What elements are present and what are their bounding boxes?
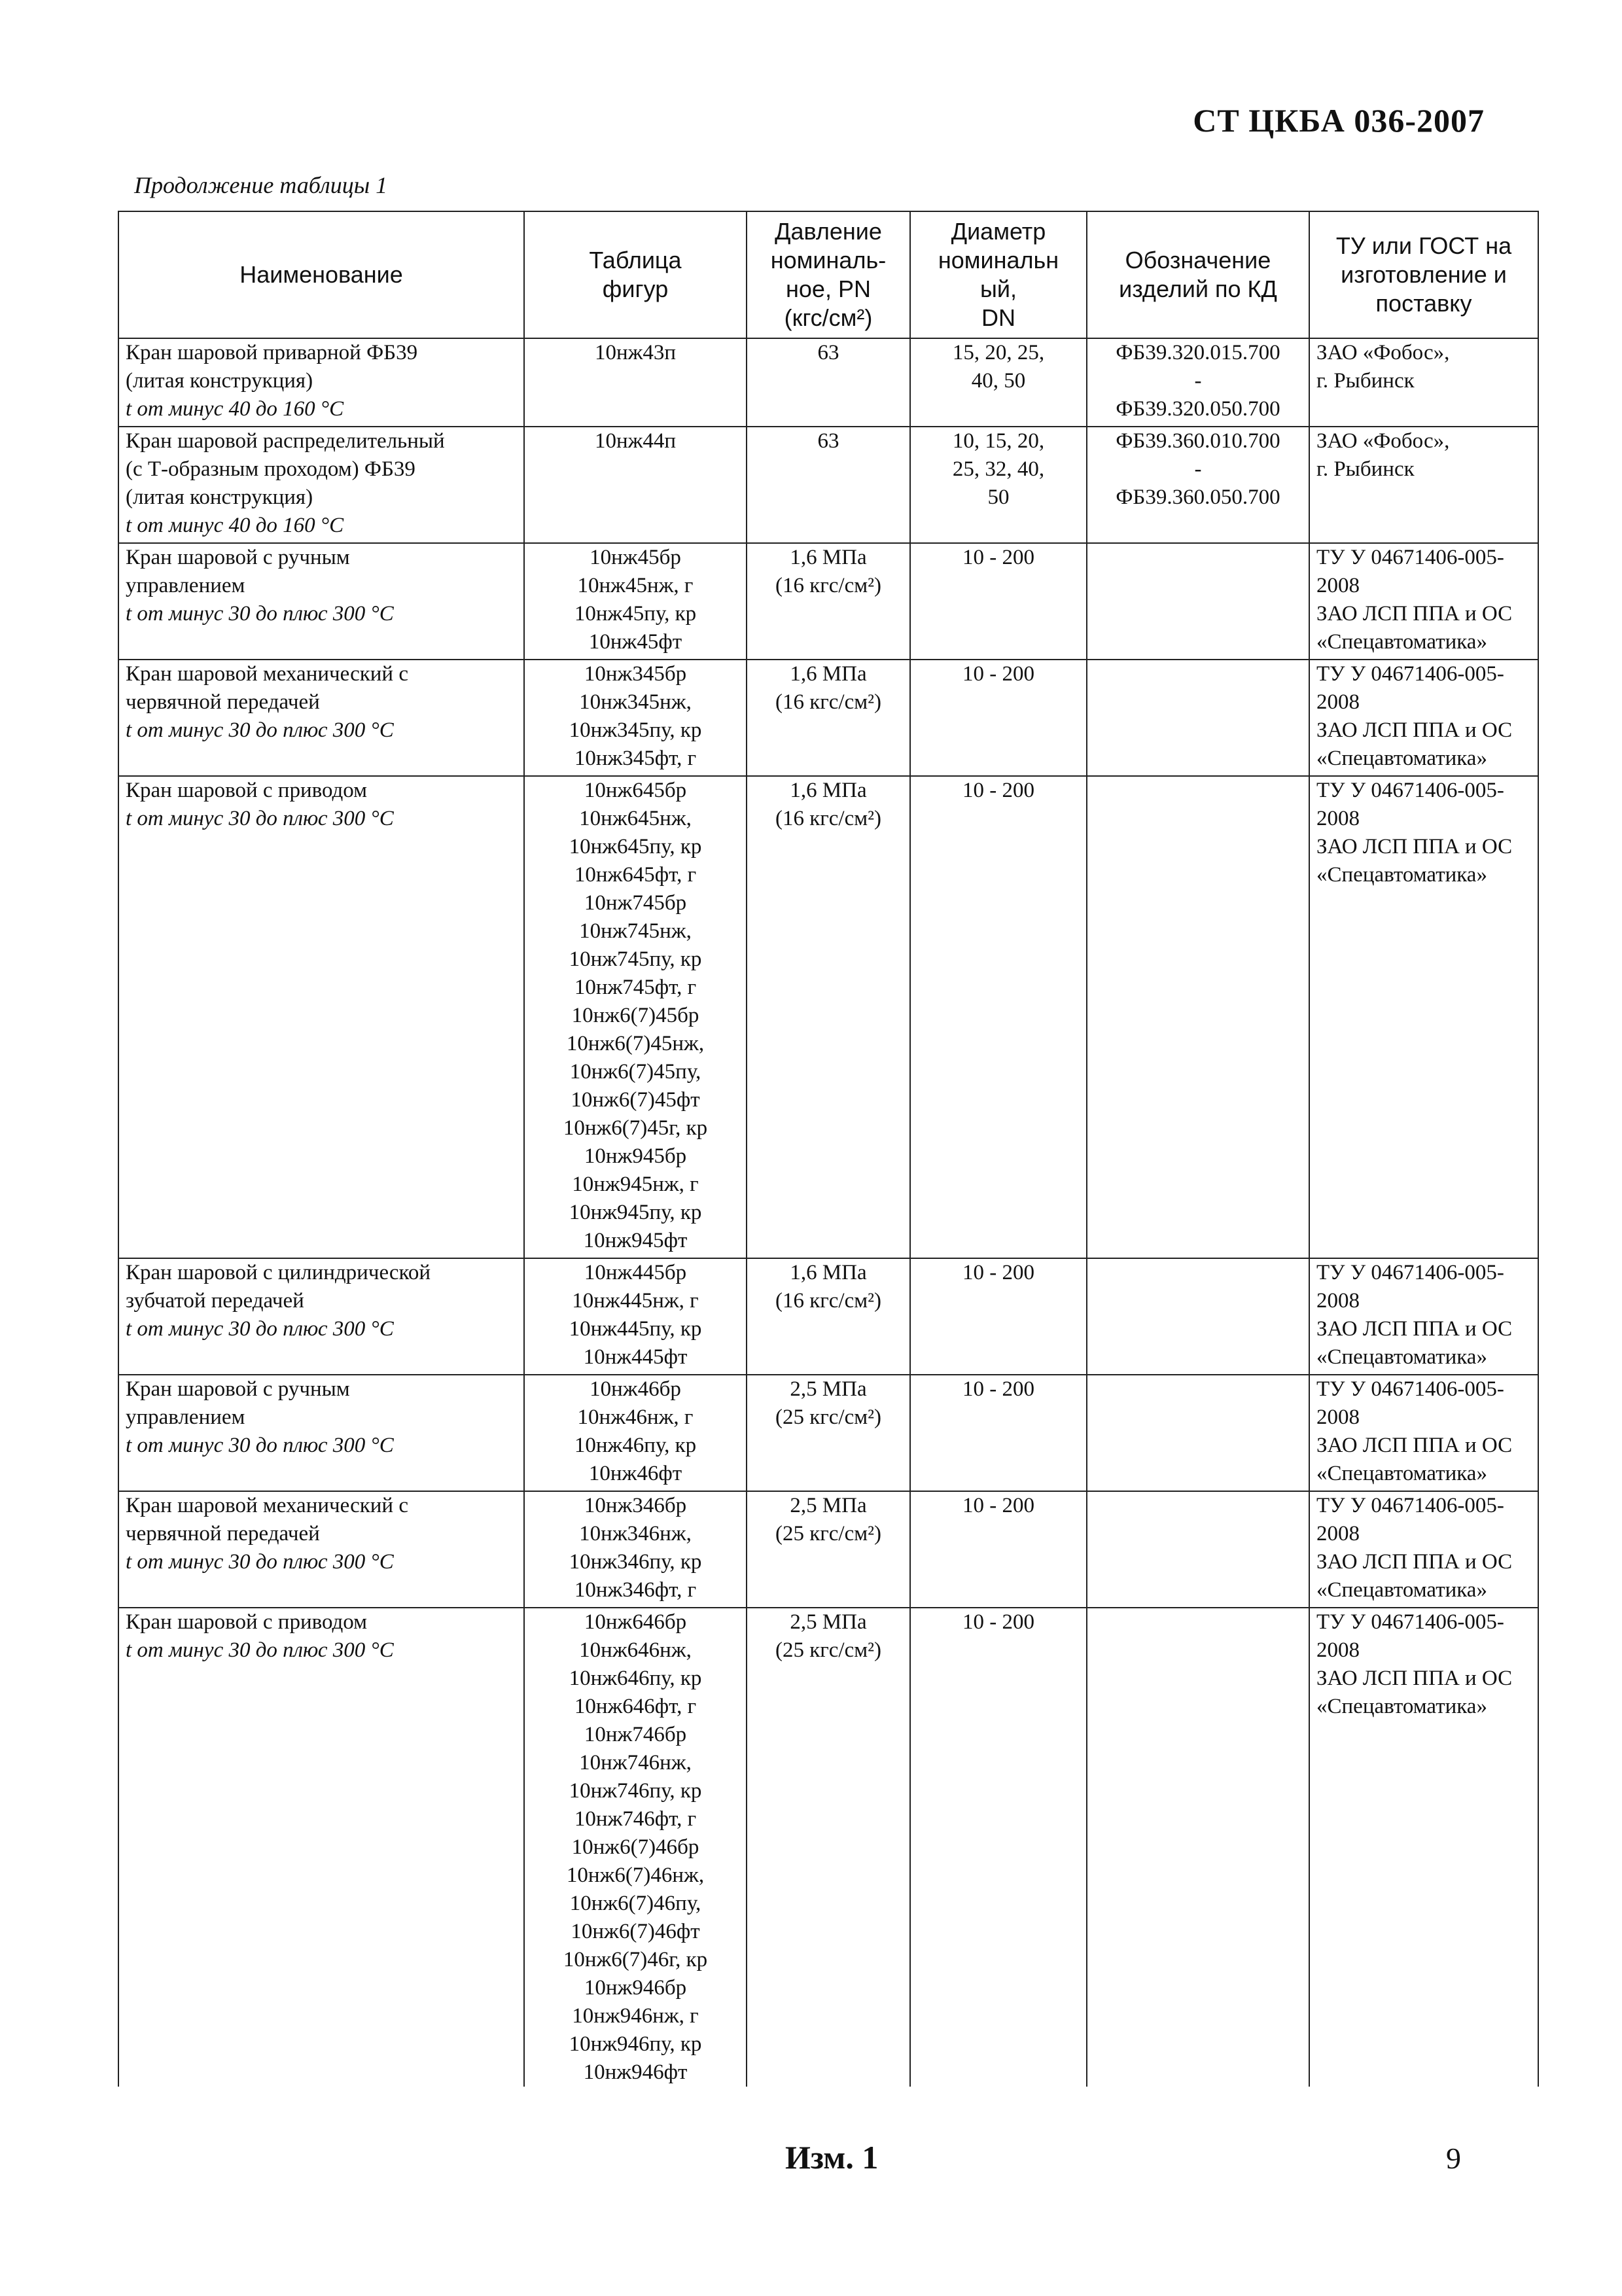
header-line: Давление [775,218,882,245]
cell-figures-line: 10нж345фт, г [574,747,697,770]
cell-name [118,660,524,776]
cell-figures-line: 10нж445фт [583,1345,688,1369]
cell-figures-line: 10нж6(7)45фт [571,1088,700,1112]
cell-figures-line: 10нж745пу, кр [569,947,702,971]
cell-pressure [747,1258,910,1375]
header-line: изготовление и [1341,261,1507,288]
cell-pressure-line: 2,5 МПа [790,1377,867,1401]
cell-pressure-line: (25 кгс/см²) [775,1638,882,1662]
cell-standard-line: 2008 [1316,690,1360,714]
cell-figures-line: 10нж445нж, г [572,1289,699,1313]
cell-figures [524,660,747,776]
cell-figures-line: 10нж46бр [590,1377,681,1401]
cell-figures-line: 10нж46пу, кр [574,1434,697,1457]
cell-figures-line: 10нж645фт, г [574,863,697,887]
cell-diameter-line: 10 - 200 [962,546,1034,569]
product-name-line: Кран шаровой механический с [126,662,408,686]
cell-name [118,776,524,1258]
table-row [118,1608,1538,2087]
header-designation [1087,211,1309,338]
header-line: номинальн [938,247,1059,274]
cell-figures-line: 10нж46фт [588,1462,682,1485]
revision-mark: Изм. 1 [785,2139,879,2176]
cell-standard-line: «Спецавтоматика» [1316,1578,1487,1602]
cell-standard-line: ЗАО ЛСП ППА и ОС [1316,835,1513,858]
product-name-line: зубчатой передачей [126,1289,304,1313]
product-name-line: Кран шаровой с ручным [126,1377,350,1401]
header-line: ное, PN [786,275,871,302]
cell-standard-line: 2008 [1316,1522,1360,1545]
cell-figures-line: 10нж45фт [588,630,682,654]
cell-figures-line: 10нж6(7)46бр [571,1835,699,1859]
temperature-range: t от минус 40 до 160 °С [126,397,344,421]
cell-figures-line: 10нж945нж, г [572,1173,699,1196]
temperature-range: t от минус 30 до плюс 300 °С [126,1638,394,1662]
cell-figures-line: 10нж6(7)46фт [571,1920,700,1943]
product-name-line: Кран шаровой с приводом [126,1610,368,1634]
cell-diameter [910,427,1087,543]
cell-designation [1087,338,1309,427]
cell-figures-line: 10нж745фт, г [574,976,697,999]
cell-diameter [910,1375,1087,1491]
cell-standard-line: ТУ У 04671406-005- [1316,1261,1504,1284]
table-row [118,1258,1538,1375]
header-line: Обозначение [1125,247,1271,274]
cell-designation [1087,427,1309,543]
header-line: поставку [1375,290,1472,317]
temperature-range: t от минус 30 до плюс 300 °С [126,602,394,626]
cell-diameter [910,543,1087,660]
product-name-line: (с Т-образным проходом) ФБ39 [126,457,415,481]
cell-pressure-line: 2,5 МПа [790,1610,867,1634]
cell-figures-line: 10нж6(7)45пу, [569,1060,701,1084]
cell-diameter-line: 40, 50 [971,369,1026,393]
table-caption: Продолжение таблицы 1 [134,172,388,198]
cell-pressure-line: 1,6 МПа [790,1261,867,1284]
product-name-line: Кран шаровой механический с [126,1494,408,1517]
cell-standard-line: 2008 [1316,1405,1360,1429]
cell-standard-line: 2008 [1316,1289,1360,1313]
cell-name [118,1258,524,1375]
cell-figures-line: 10нж646фт, г [574,1695,697,1718]
header-figure-table [524,211,747,338]
cell-figures-line: 10нж6(7)46нж, [566,1863,705,1887]
cell-diameter-line: 10, 15, 20, [952,429,1045,453]
cell-figures-line: 10нж445пу, кр [569,1317,702,1341]
temperature-range: t от минус 30 до плюс 300 °С [126,807,394,830]
cell-figures-line: 10нж346бр [584,1494,687,1517]
temperature-range: t от минус 30 до плюс 300 °С [126,1550,394,1574]
cell-pressure-line: (16 кгс/см²) [775,1289,882,1313]
cell-standard-line: «Спецавтоматика» [1316,630,1487,654]
cell-standard [1309,660,1538,776]
cell-designation [1087,776,1309,1258]
cell-figures-line: 10нж945фт [583,1229,688,1252]
cell-standard [1309,338,1538,427]
cell-standard-line: ЗАО «Фобос», [1316,429,1450,453]
cell-standard-line: ТУ У 04671406-005- [1316,1377,1504,1401]
cell-standard-line: ЗАО ЛСП ППА и ОС [1316,1550,1513,1574]
cell-standard-line: ЗАО ЛСП ППА и ОС [1316,1434,1513,1457]
table-row [118,338,1538,427]
cell-figures-line: 10нж946нж, г [572,2004,699,2028]
table-header-row [118,211,1538,338]
cell-figures-line: 10нж645бр [584,779,687,802]
cell-standard [1309,427,1538,543]
cell-diameter [910,1258,1087,1375]
cell-figures-line: 10нж645пу, кр [569,835,702,858]
cell-figures [524,1258,747,1375]
cell-standard [1309,1258,1538,1375]
cell-name [118,1375,524,1491]
cell-diameter-line: 10 - 200 [962,662,1034,686]
cell-figures-line: 10нж946фт [583,2060,688,2084]
cell-figures-line: 10нж345нж, [579,690,692,714]
header-line: DN [981,304,1015,331]
cell-designation-line: - [1194,369,1202,393]
cell-figures-line: 10нж43п [594,341,677,364]
cell-designation [1087,1491,1309,1608]
cell-figures-line: 10нж6(7)45нж, [566,1032,705,1055]
cell-figures-line: 10нж345пу, кр [569,718,702,742]
cell-pressure-line: 63 [817,341,839,364]
table-body [118,338,1538,2087]
cell-pressure [747,1608,910,2087]
cell-diameter [910,660,1087,776]
temperature-range: t от минус 30 до плюс 300 °С [126,1434,394,1457]
cell-pressure-line: 1,6 МПа [790,546,867,569]
cell-figures [524,1608,747,2087]
temperature-range: t от минус 30 до плюс 300 °С [126,718,394,742]
cell-designation-line: - [1194,457,1202,481]
cell-diameter [910,1491,1087,1608]
cell-figures-line: 10нж645нж, [579,807,692,830]
cell-standard-line: г. Рыбинск [1316,457,1415,481]
header-line: Таблица [589,247,682,274]
cell-designation-line: ФБ39.360.010.700 [1116,429,1280,453]
product-name-line: червячной передачей [126,690,320,714]
cell-figures-line: 10нж46нж, г [577,1405,694,1429]
header-line: ТУ или ГОСТ на [1335,232,1512,259]
product-name-line: Кран шаровой приварной ФБ39 [126,341,418,364]
cell-standard-line: ТУ У 04671406-005- [1316,779,1504,802]
cell-pressure [747,660,910,776]
cell-standard-line: «Спецавтоматика» [1316,747,1487,770]
cell-figures-line: 10нж346пу, кр [569,1550,702,1574]
cell-diameter-line: 10 - 200 [962,1610,1034,1634]
cell-figures [524,427,747,543]
header-line: Диаметр [951,218,1046,245]
cell-figures-line: 10нж945бр [584,1144,687,1168]
cell-figures-line: 10нж45бр [590,546,681,569]
cell-standard-line: ЗАО ЛСП ППА и ОС [1316,718,1513,742]
cell-figures-line: 10нж946пу, кр [569,2032,702,2056]
page-number: 9 [1446,2142,1461,2175]
product-name-line: (литая конструкция) [126,486,313,509]
header-line: фигур [602,275,669,302]
temperature-range: t от минус 30 до плюс 300 °С [126,1317,394,1341]
header-line: изделий по КД [1119,275,1277,302]
product-name-line: управлением [126,574,245,597]
cell-standard [1309,776,1538,1258]
cell-pressure-line: (16 кгс/см²) [775,690,882,714]
cell-figures [524,543,747,660]
cell-standard-line: «Спецавтоматика» [1316,1695,1487,1718]
cell-name [118,427,524,543]
cell-figures-line: 10нж746пу, кр [569,1779,702,1803]
header-line: номиналь- [770,247,887,274]
cell-standard-line: ЗАО ЛСП ППА и ОС [1316,1667,1513,1690]
cell-pressure-line: 63 [817,429,839,453]
cell-figures [524,776,747,1258]
table-row [118,543,1538,660]
header-line: (кгс/см²) [784,304,873,331]
cell-figures-line: 10нж6(7)45г, кр [563,1116,708,1140]
cell-figures-line: 10нж746нж, [579,1751,692,1775]
header-line: ый, [980,275,1017,302]
cell-pressure [747,338,910,427]
cell-pressure-line: (25 кгс/см²) [775,1522,882,1545]
cell-designation-line: ФБ39.320.050.700 [1116,397,1280,421]
cell-figures-line: 10нж6(7)46г, кр [563,1948,708,1971]
cell-standard-line: 2008 [1316,807,1360,830]
cell-figures-line: 10нж346нж, [579,1522,692,1545]
cell-designation [1087,1258,1309,1375]
product-name-line: управлением [126,1405,245,1429]
cell-diameter [910,776,1087,1258]
cell-name [118,1608,524,2087]
product-name-line: (литая конструкция) [126,369,313,393]
cell-figures-line: 10нж44п [594,429,677,453]
product-name-line: Кран шаровой с приводом [126,779,368,802]
cell-pressure-line: 1,6 МПа [790,779,867,802]
cell-figures-line: 10нж345бр [584,662,687,686]
cell-figures-line: 10нж6(7)45бр [571,1004,699,1027]
cell-diameter-line: 50 [987,486,1010,509]
cell-standard-line: ТУ У 04671406-005- [1316,1610,1504,1634]
cell-pressure [747,1491,910,1608]
cell-designation-line: ФБ39.360.050.700 [1116,486,1280,509]
table-row [118,427,1538,543]
cell-diameter-line: 10 - 200 [962,779,1034,802]
cell-pressure-line: 1,6 МПа [790,662,867,686]
cell-standard-line: ЗАО «Фобос», [1316,341,1450,364]
cell-diameter-line: 10 - 200 [962,1261,1034,1284]
cell-diameter-line: 10 - 200 [962,1494,1034,1517]
cell-figures-line: 10нж346фт, г [574,1578,697,1602]
cell-designation-line: ФБ39.320.015.700 [1116,341,1280,364]
cell-designation [1087,660,1309,776]
cell-pressure [747,543,910,660]
cell-figures-line: 10нж946бр [584,1976,687,2000]
cell-figures-line: 10нж745нж, [579,919,692,943]
header-pressure [747,211,910,338]
cell-standard-line: «Спецавтоматика» [1316,1345,1487,1369]
cell-figures-line: 10нж6(7)46пу, [569,1892,701,1915]
cell-designation [1087,1608,1309,2087]
cell-standard [1309,1608,1538,2087]
cell-diameter [910,1608,1087,2087]
cell-standard-line: ЗАО ЛСП ППА и ОС [1316,1317,1513,1341]
cell-figures-line: 10нж745бр [584,891,687,915]
cell-diameter-line: 25, 32, 40, [952,457,1045,481]
header-standard [1309,211,1538,338]
cell-designation [1087,543,1309,660]
header-diameter [910,211,1087,338]
cell-standard [1309,543,1538,660]
table-row [118,660,1538,776]
temperature-range: t от минус 40 до 160 °С [126,514,344,537]
cell-figures-line: 10нж646пу, кр [569,1667,702,1690]
cell-figures-line: 10нж746фт, г [574,1807,697,1831]
valves-table [118,211,1539,2087]
header-name: Наименование [118,211,524,338]
cell-figures-line: 10нж45пу, кр [574,602,697,626]
document-code: СТ ЦКБА 036-2007 [1193,102,1485,139]
cell-standard-line: «Спецавтоматика» [1316,863,1487,887]
cell-figures [524,1375,747,1491]
cell-standard-line: ТУ У 04671406-005- [1316,662,1504,686]
cell-figures-line: 10нж646бр [584,1610,687,1634]
cell-figures [524,1491,747,1608]
cell-pressure [747,427,910,543]
cell-standard-line: 2008 [1316,574,1360,597]
product-name-line: Кран шаровой распределительный [126,429,445,453]
table-row [118,1491,1538,1608]
cell-figures-line: 10нж45нж, г [577,574,694,597]
cell-standard-line: ЗАО ЛСП ППА и ОС [1316,602,1513,626]
cell-figures-line: 10нж445бр [584,1261,687,1284]
cell-name [118,338,524,427]
cell-name [118,543,524,660]
cell-pressure [747,1375,910,1491]
product-name-line: Кран шаровой с ручным [126,546,350,569]
cell-name [118,1491,524,1608]
table-row [118,1375,1538,1491]
cell-designation [1087,1375,1309,1491]
product-name-line: Кран шаровой с цилиндрической [126,1261,431,1284]
cell-pressure [747,776,910,1258]
cell-standard [1309,1375,1538,1491]
cell-standard-line: ТУ У 04671406-005- [1316,1494,1504,1517]
cell-figures-line: 10нж945пу, кр [569,1201,702,1224]
cell-figures-line: 10нж746бр [584,1723,687,1746]
cell-diameter [910,338,1087,427]
cell-figures-line: 10нж646нж, [579,1638,692,1662]
cell-pressure-line: 2,5 МПа [790,1494,867,1517]
cell-standard-line: «Спецавтоматика» [1316,1462,1487,1485]
table-row [118,776,1538,1258]
cell-standard [1309,1491,1538,1608]
cell-pressure-line: (16 кгс/см²) [775,574,882,597]
cell-pressure-line: (16 кгс/см²) [775,807,882,830]
cell-standard-line: г. Рыбинск [1316,369,1415,393]
cell-figures [524,338,747,427]
cell-standard-line: ТУ У 04671406-005- [1316,546,1504,569]
cell-diameter-line: 15, 20, 25, [952,341,1045,364]
cell-standard-line: 2008 [1316,1638,1360,1662]
cell-diameter-line: 10 - 200 [962,1377,1034,1401]
product-name-line: червячной передачей [126,1522,320,1545]
cell-pressure-line: (25 кгс/см²) [775,1405,882,1429]
